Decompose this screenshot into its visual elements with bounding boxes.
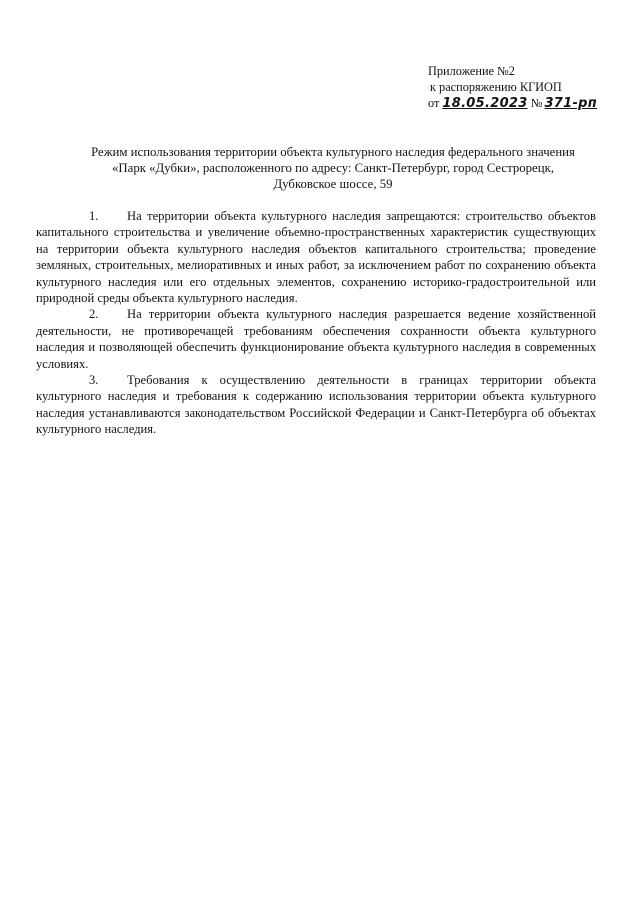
document-body [36, 208, 596, 438]
paragraph-text: Требования к осуществлению деятельности в границах территории объекта культурного наследия и требования к содержанию использования территории объекта культурного наследия устанавливаются законодательством Российской Федерации и Санкт-Петербурга об объектах культурного наследия. [36, 373, 596, 437]
paragraph-1 [36, 208, 596, 306]
paragraph-2 [36, 306, 596, 372]
title-line-3: Дубковское шоссе, 59 [273, 177, 393, 191]
appendix-header [428, 63, 628, 112]
appendix-reference: к распоряжению КГИОП [430, 80, 562, 94]
paragraph-number: 2. [89, 307, 99, 322]
number-prefix: № [530, 96, 543, 110]
paragraph-text: На территории объекта культурного наследия запрещаются: строительство объектов капитального строительства и увеличение объемно-пространственных характеристик существующих на территории объекта культурного наследия объектов капитального строительства; проведение земляных, строительных, мелиоративных и иных работ, за исключением работ по сохранению объекта культурного наследия или его отдельных элементов, сохранению историко-градостроительной или природной среды объекта культурного наследия. [36, 209, 596, 306]
paragraph-number: 3. [89, 373, 99, 388]
appendix-title: Приложение №2 [428, 64, 515, 78]
title-line-2: «Парк «Дубки», расположенного по адресу: Санкт-Петербург, город Сестрорецк, [112, 161, 554, 175]
title-line-1: Режим использования территории объекта культурного наследия федерального значения [91, 145, 575, 159]
paragraph-3 [36, 372, 596, 438]
handwritten-number: 371-рп [544, 96, 598, 111]
document-title [70, 144, 596, 192]
handwritten-date: 18.05.2023 [442, 96, 528, 111]
date-prefix: от [428, 96, 440, 110]
paragraph-text: На территории объекта культурного наследия разрешается ведение хозяйственной деятельности, не противоречащей требованиям обеспечения сохранности объекта культурного наследия и позволяющей обеспечить функционирование объекта культурного наследия в современных условиях. [36, 307, 596, 371]
appendix-date-number [428, 95, 628, 112]
paragraph-number: 1. [89, 209, 99, 223]
